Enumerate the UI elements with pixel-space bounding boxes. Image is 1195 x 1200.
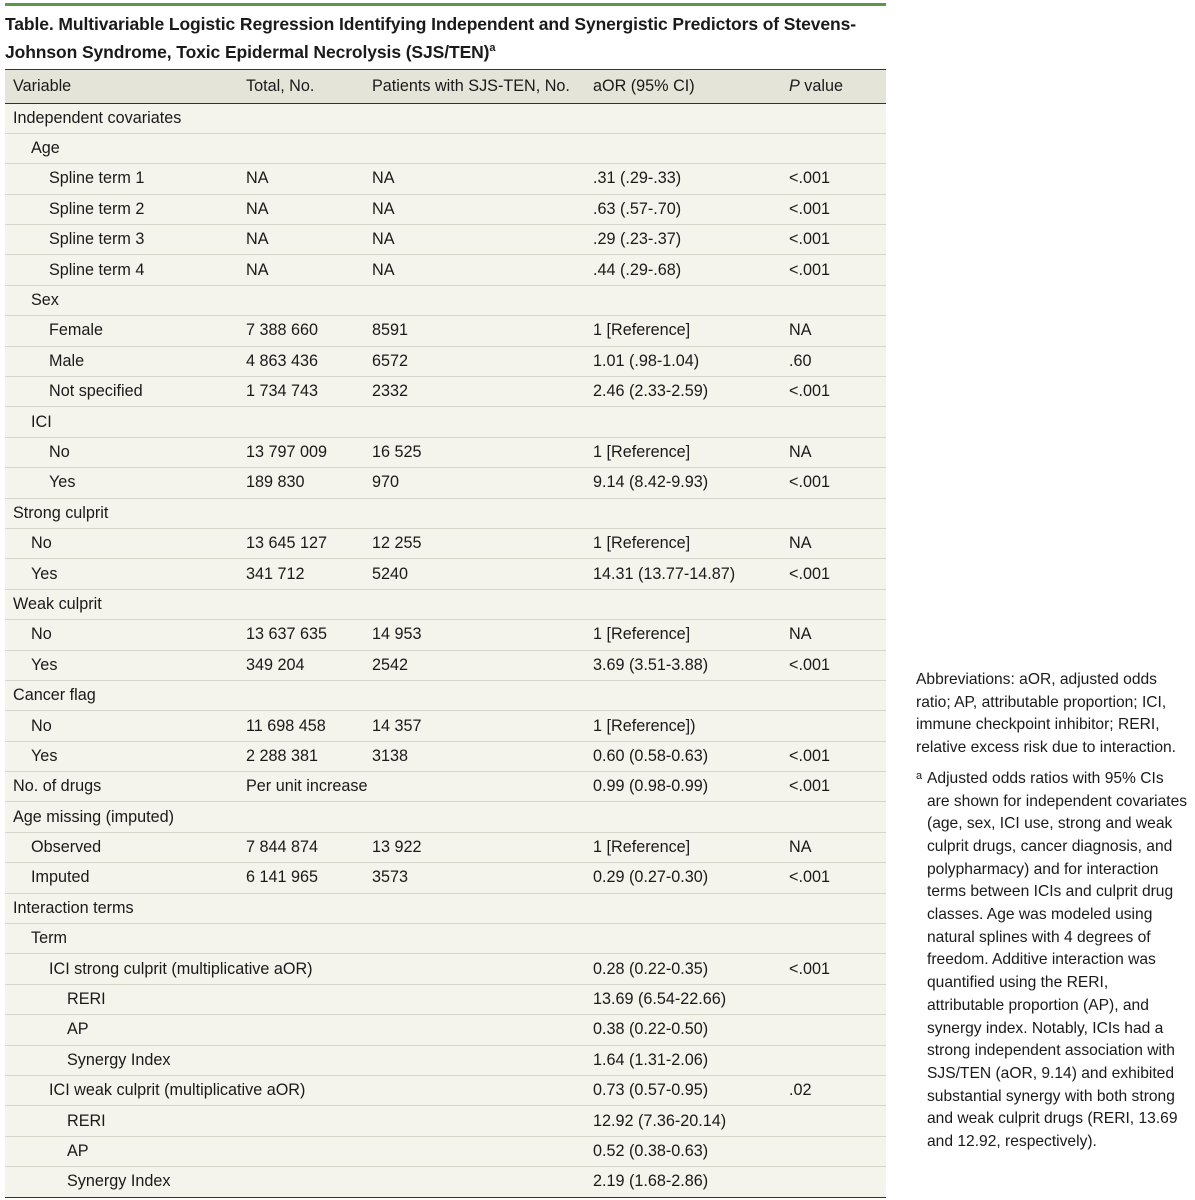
- header-total: Total, No.: [238, 70, 364, 103]
- cell-total: [238, 103, 364, 133]
- cell-patients: [364, 924, 585, 954]
- table-row: [5, 620, 886, 650]
- cell-aor: 14.31 (13.77-14.87): [585, 559, 781, 589]
- cell-p-value: [781, 1015, 886, 1045]
- cell-variable: Term: [5, 924, 238, 954]
- cell-patients: [364, 1106, 585, 1136]
- cell-total: 341 712: [238, 559, 364, 589]
- cell-total: 349 204: [238, 650, 364, 680]
- table-row: [5, 893, 886, 923]
- table-row: [5, 377, 886, 407]
- cell-p-value: <.001: [781, 863, 886, 893]
- cell-patients: [364, 1167, 585, 1197]
- table-row: [5, 1045, 886, 1075]
- table-row: [5, 1106, 886, 1136]
- cell-p-value: NA: [781, 528, 886, 558]
- cell-total: [238, 498, 364, 528]
- cell-patients: [364, 1045, 585, 1075]
- table-row: [5, 528, 886, 558]
- table-row: [5, 863, 886, 893]
- table-notes: [916, 669, 1188, 1154]
- cell-aor: 0.29 (0.27-0.30): [585, 863, 781, 893]
- table-row: [5, 194, 886, 224]
- header-patients: Patients with SJS-TEN, No.: [364, 70, 585, 103]
- cell-variable: No: [5, 711, 238, 741]
- cell-variable: No. of drugs: [5, 772, 238, 802]
- table-row: [5, 741, 886, 771]
- cell-aor: 1 [Reference]): [585, 711, 781, 741]
- cell-variable: Female: [5, 316, 238, 346]
- cell-patients: [364, 1015, 585, 1045]
- cell-total: 11 698 458: [238, 711, 364, 741]
- header-aor: aOR (95% CI): [585, 70, 781, 103]
- header-p-letter: P: [789, 76, 800, 95]
- footnote-mark: a: [916, 769, 923, 782]
- table-row: [5, 650, 886, 680]
- cell-patients: [364, 1076, 585, 1106]
- cell-p-value: .60: [781, 346, 886, 376]
- table-row: [5, 498, 886, 528]
- cell-patients: 6572: [364, 346, 585, 376]
- header-variable: Variable: [5, 70, 238, 103]
- cell-p-value: <.001: [781, 650, 886, 680]
- cell-variable: Yes: [5, 468, 238, 498]
- cell-aor: .44 (.29-.68): [585, 255, 781, 285]
- footnote-text: Adjusted odds ratios with 95% CIs are shown for independent covariates (age, sex, ICI use, strong and weak culprit drugs, cancer diagnosis, and polypharmacy) and for interaction terms between ICIs and culprit drug classes. Age was modeled using natural splines with 4 degrees of freedom. Additive interaction was quantified using the RERI, attributable proportion (AP), and synergy index. Notably, ICIs had a strong independent association with SJS/TEN (aOR, 9.14) and exhibited substantial synergy with both strong and weak culprit drugs (RERI, 13.69 and 12.92, respectively).: [927, 769, 1188, 1151]
- cell-aor: 3.69 (3.51-3.88): [585, 650, 781, 680]
- cell-p-value: <.001: [781, 741, 886, 771]
- cell-p-value: [781, 498, 886, 528]
- cell-aor: [585, 285, 781, 315]
- table-row: [5, 1015, 886, 1045]
- cell-aor: 1.01 (.98-1.04): [585, 346, 781, 376]
- cell-total: [238, 1045, 364, 1075]
- cell-patients: NA: [364, 255, 585, 285]
- cell-patients: [364, 407, 585, 437]
- cell-aor: [585, 893, 781, 923]
- table-row: [5, 589, 886, 619]
- table-row: [5, 1167, 886, 1197]
- cell-p-value: <.001: [781, 954, 886, 984]
- cell-p-value: <.001: [781, 377, 886, 407]
- cell-aor: [585, 103, 781, 133]
- cell-aor: 0.38 (0.22-0.50): [585, 1015, 781, 1045]
- cell-aor: 1 [Reference]: [585, 528, 781, 558]
- cell-variable: Imputed: [5, 863, 238, 893]
- table-row: [5, 255, 886, 285]
- cell-total: 1 734 743: [238, 377, 364, 407]
- cell-variable: Synergy Index: [5, 1167, 238, 1197]
- cell-patients: 5240: [364, 559, 585, 589]
- cell-total: 13 637 635: [238, 620, 364, 650]
- cell-aor: 13.69 (6.54-22.66): [585, 984, 781, 1014]
- cell-p-value: <.001: [781, 559, 886, 589]
- table-row: [5, 285, 886, 315]
- header-row: [5, 70, 886, 103]
- cell-total: 13 645 127: [238, 528, 364, 558]
- cell-variable: Yes: [5, 741, 238, 771]
- cell-total: NA: [238, 164, 364, 194]
- cell-patients: 2542: [364, 650, 585, 680]
- cell-variable: RERI: [5, 1106, 238, 1136]
- cell-p-value: [781, 893, 886, 923]
- cell-aor: .29 (.23-.37): [585, 225, 781, 255]
- cell-variable: Age: [5, 133, 238, 163]
- cell-p-value: <.001: [781, 194, 886, 224]
- cell-total: [238, 924, 364, 954]
- cell-aor: .63 (.57-.70): [585, 194, 781, 224]
- table-row: [5, 802, 886, 832]
- table-row: [5, 437, 886, 467]
- cell-patients: 3138: [364, 741, 585, 771]
- cell-p-value: [781, 1045, 886, 1075]
- cell-patients: 14 953: [364, 620, 585, 650]
- cell-aor: 0.28 (0.22-0.35): [585, 954, 781, 984]
- cell-total: 7 844 874: [238, 832, 364, 862]
- cell-aor: 0.73 (0.57-0.95): [585, 1076, 781, 1106]
- table-row: [5, 924, 886, 954]
- cell-variable: Spline term 3: [5, 225, 238, 255]
- cell-aor: 12.92 (7.36-20.14): [585, 1106, 781, 1136]
- cell-patients: [364, 954, 585, 984]
- cell-aor: [585, 133, 781, 163]
- cell-aor: 0.52 (0.38-0.63): [585, 1136, 781, 1166]
- cell-patients: [364, 680, 585, 710]
- cell-variable: Not specified: [5, 377, 238, 407]
- table-row: [5, 680, 886, 710]
- cell-p-value: [781, 133, 886, 163]
- cell-total: [238, 680, 364, 710]
- cell-variable: Yes: [5, 559, 238, 589]
- cell-total: 7 388 660: [238, 316, 364, 346]
- cell-aor: 1 [Reference]: [585, 832, 781, 862]
- cell-p-value: [781, 1167, 886, 1197]
- cell-total: [238, 133, 364, 163]
- cell-patients: 970: [364, 468, 585, 498]
- cell-patients: [364, 498, 585, 528]
- table-title: [5, 6, 886, 62]
- cell-p-value: <.001: [781, 468, 886, 498]
- cell-aor: [585, 680, 781, 710]
- cell-variable: ICI weak culprit (multiplicative aOR): [5, 1076, 238, 1106]
- cell-aor: 1 [Reference]: [585, 316, 781, 346]
- cell-p-value: [781, 1136, 886, 1166]
- cell-p-value: [781, 802, 886, 832]
- cell-aor: 2.46 (2.33-2.59): [585, 377, 781, 407]
- cell-p-value: [781, 407, 886, 437]
- cell-patients: 13 922: [364, 832, 585, 862]
- cell-variable: AP: [5, 1136, 238, 1166]
- table-row: [5, 225, 886, 255]
- table-row: [5, 832, 886, 862]
- cell-total: [238, 407, 364, 437]
- cell-total: [238, 1167, 364, 1197]
- regression-table: [5, 70, 886, 1198]
- table-row: [5, 1076, 886, 1106]
- cell-variable: Age missing (imputed): [5, 802, 238, 832]
- cell-p-value: [781, 680, 886, 710]
- cell-patients: [364, 772, 585, 802]
- table-row: [5, 407, 886, 437]
- cell-variable: ICI: [5, 407, 238, 437]
- cell-p-value: <.001: [781, 772, 886, 802]
- cell-patients: 16 525: [364, 437, 585, 467]
- cell-patients: [364, 1136, 585, 1166]
- cell-p-value: [781, 589, 886, 619]
- table-body: [5, 103, 886, 1197]
- footnote: [916, 768, 1188, 1154]
- table-row: [5, 559, 886, 589]
- cell-p-value: [781, 984, 886, 1014]
- cell-variable: ICI strong culprit (multiplicative aOR): [5, 954, 238, 984]
- cell-p-value: NA: [781, 832, 886, 862]
- cell-variable: Spline term 1: [5, 164, 238, 194]
- table-title-text: Table. Multivariable Logistic Regression Identifying Independent and Synergistic Predictors of Stevens-Johnson Syndrome, Toxic Epidermal Necrolysis (SJS/TEN): [5, 14, 856, 62]
- cell-total: [238, 984, 364, 1014]
- cell-variable: Sex: [5, 285, 238, 315]
- cell-total: [238, 285, 364, 315]
- cell-patients: 3573: [364, 863, 585, 893]
- cell-total: [238, 802, 364, 832]
- cell-variable: Spline term 4: [5, 255, 238, 285]
- cell-variable: Cancer flag: [5, 680, 238, 710]
- cell-total: [238, 1106, 364, 1136]
- cell-patients: [364, 802, 585, 832]
- cell-aor: .31 (.29-.33): [585, 164, 781, 194]
- cell-variable: Spline term 2: [5, 194, 238, 224]
- table-row: [5, 711, 886, 741]
- cell-aor: 0.99 (0.98-0.99): [585, 772, 781, 802]
- table-row: [5, 984, 886, 1014]
- cell-total: NA: [238, 194, 364, 224]
- cell-variable: Weak culprit: [5, 589, 238, 619]
- cell-total: NA: [238, 225, 364, 255]
- cell-variable: No: [5, 620, 238, 650]
- cell-aor: [585, 498, 781, 528]
- cell-aor: [585, 802, 781, 832]
- cell-patients: 14 357: [364, 711, 585, 741]
- cell-variable: RERI: [5, 984, 238, 1014]
- cell-variable: AP: [5, 1015, 238, 1045]
- cell-aor: 1.64 (1.31-2.06): [585, 1045, 781, 1075]
- table-row: [5, 468, 886, 498]
- table-row: [5, 346, 886, 376]
- cell-p-value: <.001: [781, 164, 886, 194]
- cell-aor: 1 [Reference]: [585, 620, 781, 650]
- header-p-value: [781, 70, 886, 103]
- cell-aor: [585, 924, 781, 954]
- cell-p-value: [781, 711, 886, 741]
- cell-variable: Independent covariates: [5, 103, 238, 133]
- cell-aor: [585, 589, 781, 619]
- cell-p-value: [781, 1106, 886, 1136]
- cell-total: [238, 893, 364, 923]
- table-row: [5, 164, 886, 194]
- cell-p-value: NA: [781, 620, 886, 650]
- cell-patients: 8591: [364, 316, 585, 346]
- cell-total: Per unit increase: [238, 772, 364, 802]
- header-p-italic: P value: [789, 76, 844, 95]
- cell-patients: NA: [364, 164, 585, 194]
- cell-patients: NA: [364, 194, 585, 224]
- table-row: [5, 103, 886, 133]
- table-row: [5, 772, 886, 802]
- cell-p-value: [781, 103, 886, 133]
- cell-patients: NA: [364, 225, 585, 255]
- cell-aor: 2.19 (1.68-2.86): [585, 1167, 781, 1197]
- cell-patients: [364, 893, 585, 923]
- title-footnote-mark: a: [489, 42, 496, 54]
- cell-total: [238, 589, 364, 619]
- cell-variable: Observed: [5, 832, 238, 862]
- cell-patients: [364, 589, 585, 619]
- cell-p-value: .02: [781, 1076, 886, 1106]
- table-row: [5, 1136, 886, 1166]
- cell-variable: Synergy Index: [5, 1045, 238, 1075]
- cell-patients: [364, 133, 585, 163]
- cell-patients: [364, 103, 585, 133]
- cell-variable: No: [5, 528, 238, 558]
- cell-variable: No: [5, 437, 238, 467]
- cell-total: [238, 1136, 364, 1166]
- cell-p-value: [781, 285, 886, 315]
- cell-variable: Male: [5, 346, 238, 376]
- cell-aor: 0.60 (0.58-0.63): [585, 741, 781, 771]
- cell-patients: 12 255: [364, 528, 585, 558]
- cell-p-value: [781, 924, 886, 954]
- cell-variable: Strong culprit: [5, 498, 238, 528]
- cell-total: NA: [238, 255, 364, 285]
- cell-patients: [364, 285, 585, 315]
- cell-total: 2 288 381: [238, 741, 364, 771]
- table-row: [5, 316, 886, 346]
- cell-variable: Interaction terms: [5, 893, 238, 923]
- cell-p-value: <.001: [781, 255, 886, 285]
- cell-aor: 9.14 (8.42-9.93): [585, 468, 781, 498]
- cell-total: 13 797 009: [238, 437, 364, 467]
- cell-aor: [585, 407, 781, 437]
- cell-total: 4 863 436: [238, 346, 364, 376]
- cell-p-value: <.001: [781, 225, 886, 255]
- table-block: [5, 0, 886, 1198]
- cell-p-value: NA: [781, 316, 886, 346]
- cell-variable: Yes: [5, 650, 238, 680]
- cell-aor: 1 [Reference]: [585, 437, 781, 467]
- table-row: [5, 954, 886, 984]
- cell-patients: 2332: [364, 377, 585, 407]
- cell-total: 189 830: [238, 468, 364, 498]
- cell-total: 6 141 965: [238, 863, 364, 893]
- abbreviations-note: Abbreviations: aOR, adjusted odds ratio; AP, attributable proportion; ICI, immune checkpoint inhibitor; RERI, relative excess risk due to interaction.: [916, 671, 1177, 757]
- cell-total: [238, 1015, 364, 1045]
- cell-p-value: NA: [781, 437, 886, 467]
- table-row: [5, 133, 886, 163]
- cell-patients: [364, 984, 585, 1014]
